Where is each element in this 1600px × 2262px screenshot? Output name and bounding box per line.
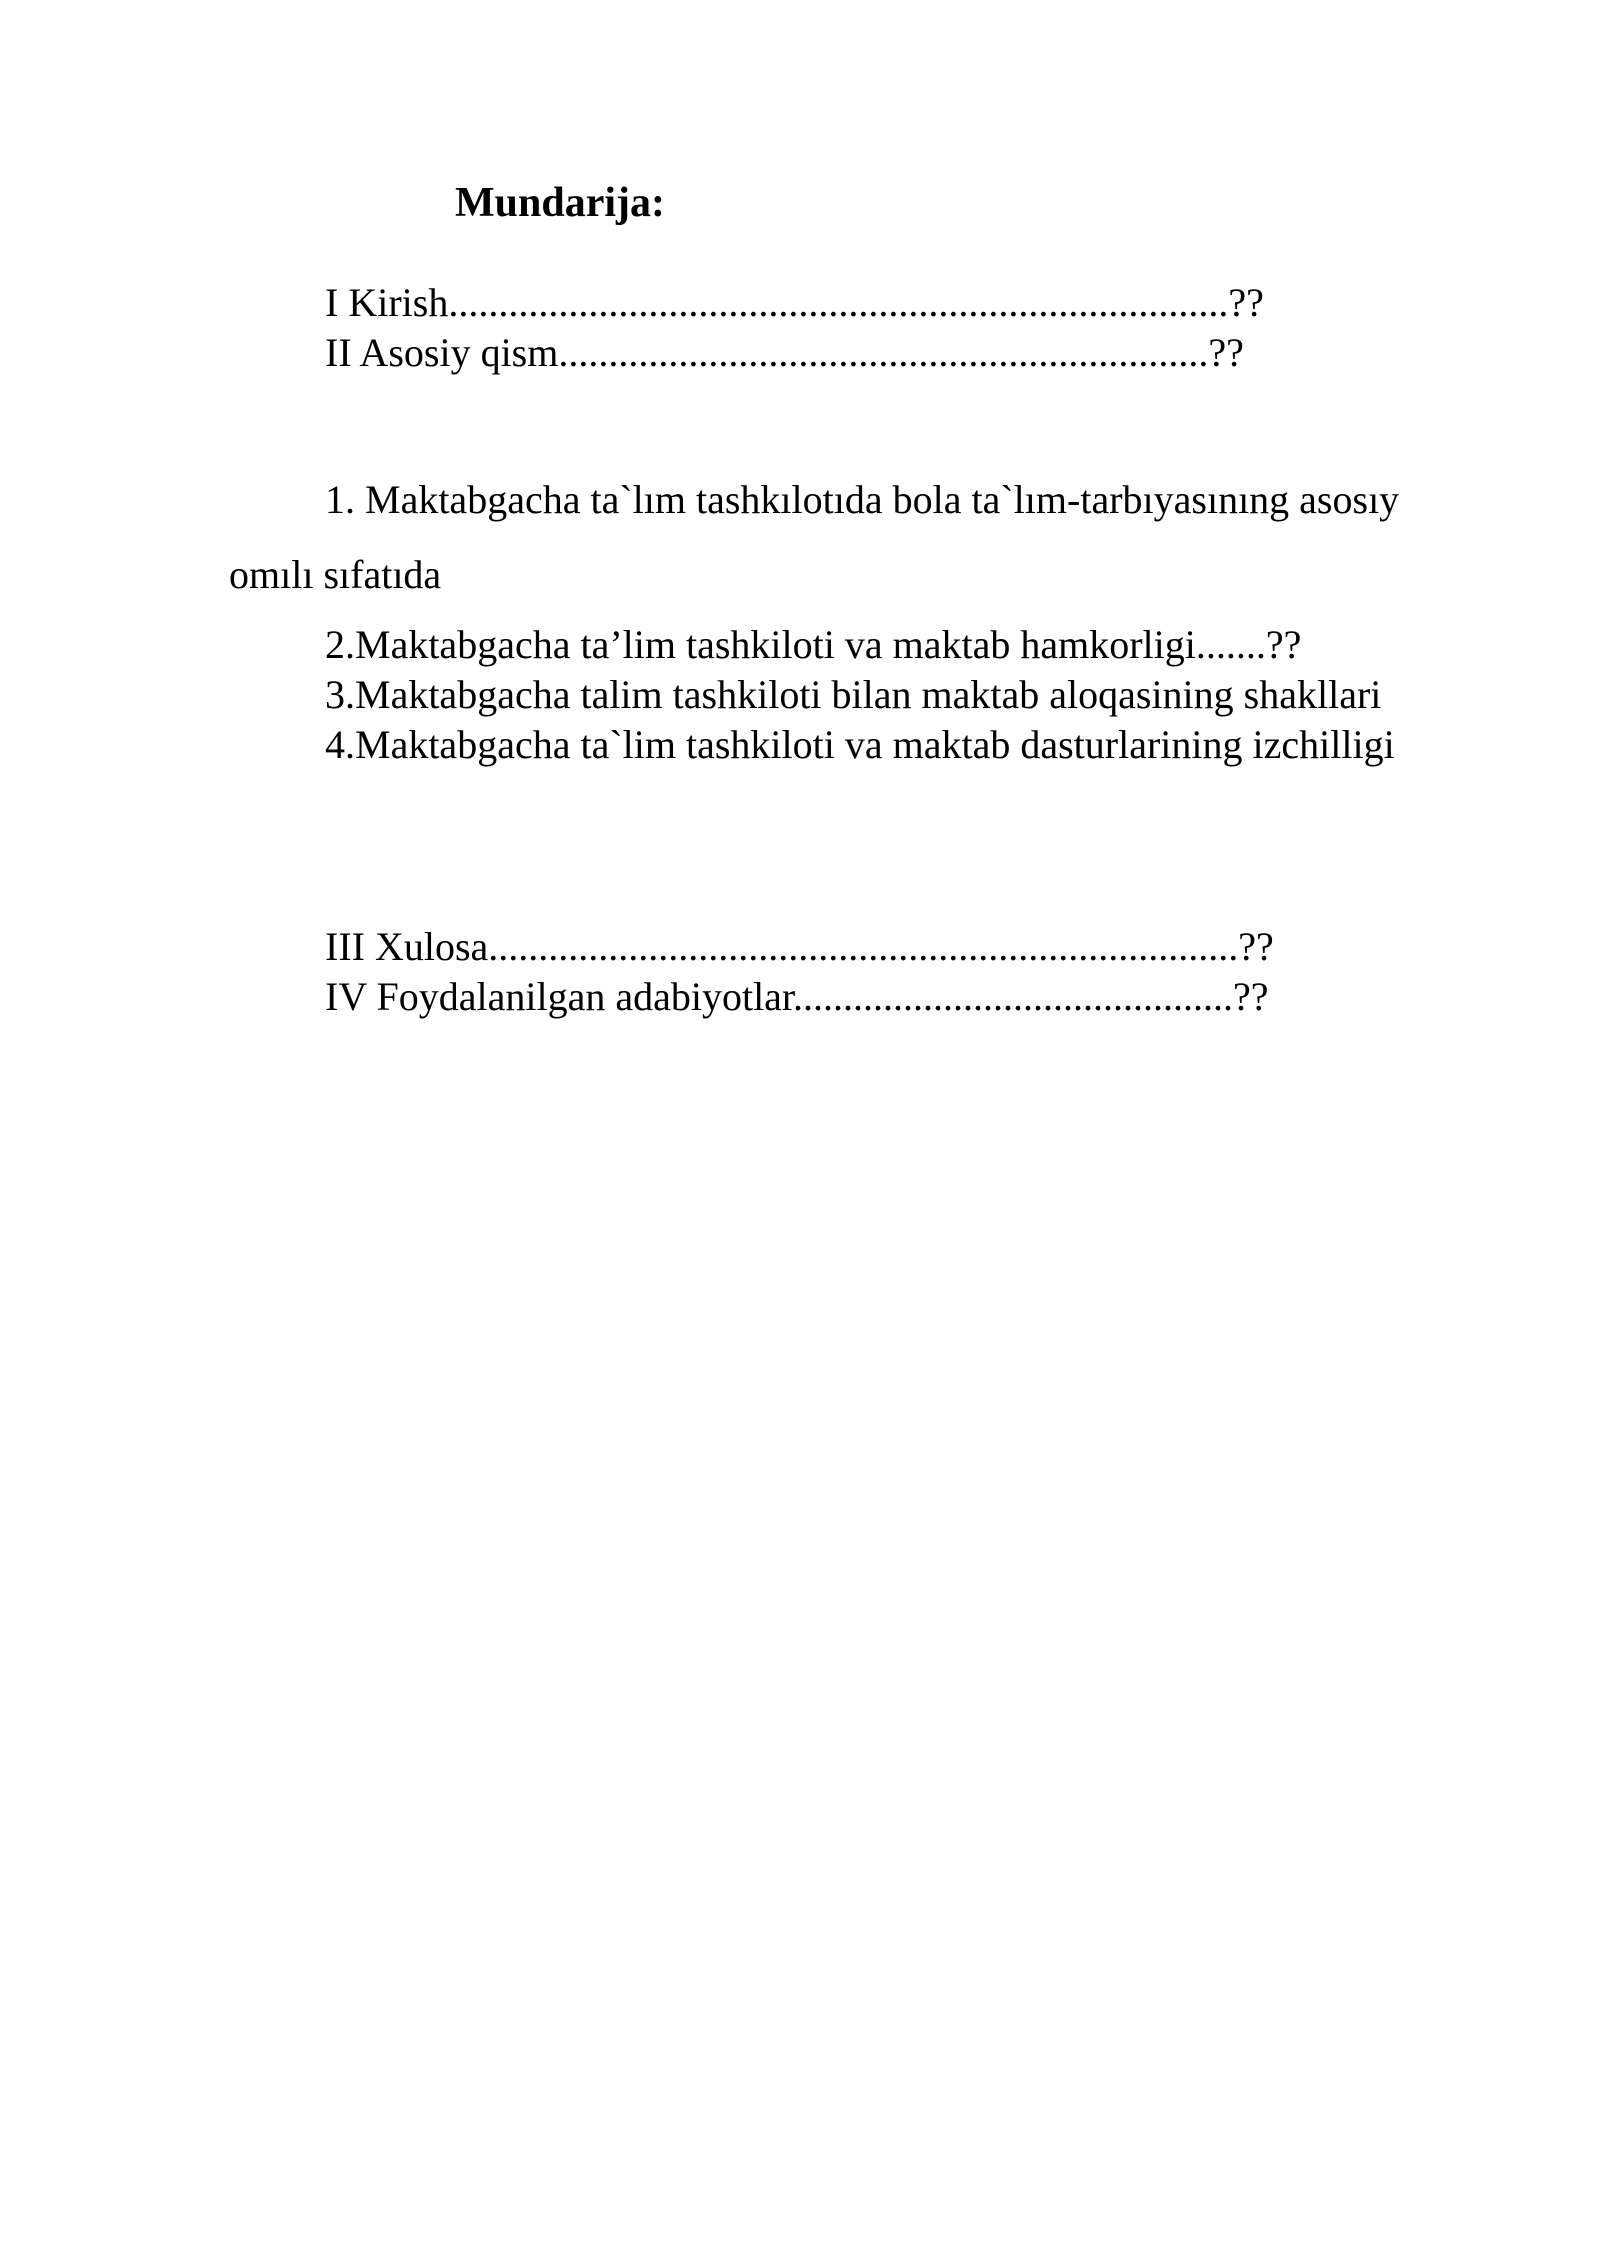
toc-subitem-1-line-2: omılı sıfatıda (229, 552, 442, 597)
toc-subitem-2: 2.Maktabgacha ta’lim tashkiloti va maktab hamkorligi.......?? (325, 622, 1302, 667)
toc-item-adabiyotlar: IV Foydalanilgan adabiyotlar............................................?? (325, 974, 1269, 1019)
toc-subitem-4: 4.Maktabgacha ta`lim tashkiloti va maktab dasturlarining izchilligi (325, 722, 1395, 767)
toc-item-xulosa: III Xulosa...........................................................................?? (325, 924, 1274, 969)
toc-item-kirish: I Kirish..............................................................................?? (325, 280, 1264, 325)
toc-item-asosiy-qism: II Asosiy qism.................................................................?? (325, 330, 1244, 375)
page-title: Mundarija: (455, 180, 665, 226)
toc-subitem-3: 3.Maktabgacha talim tashkiloti bilan maktab aloqasining shakllari (325, 672, 1382, 717)
toc-subitem-1-line-1: 1. Maktabgacha ta`lım tashkılotıda bola ta`lım-tarbıyasınıng asosıy (325, 477, 1400, 522)
